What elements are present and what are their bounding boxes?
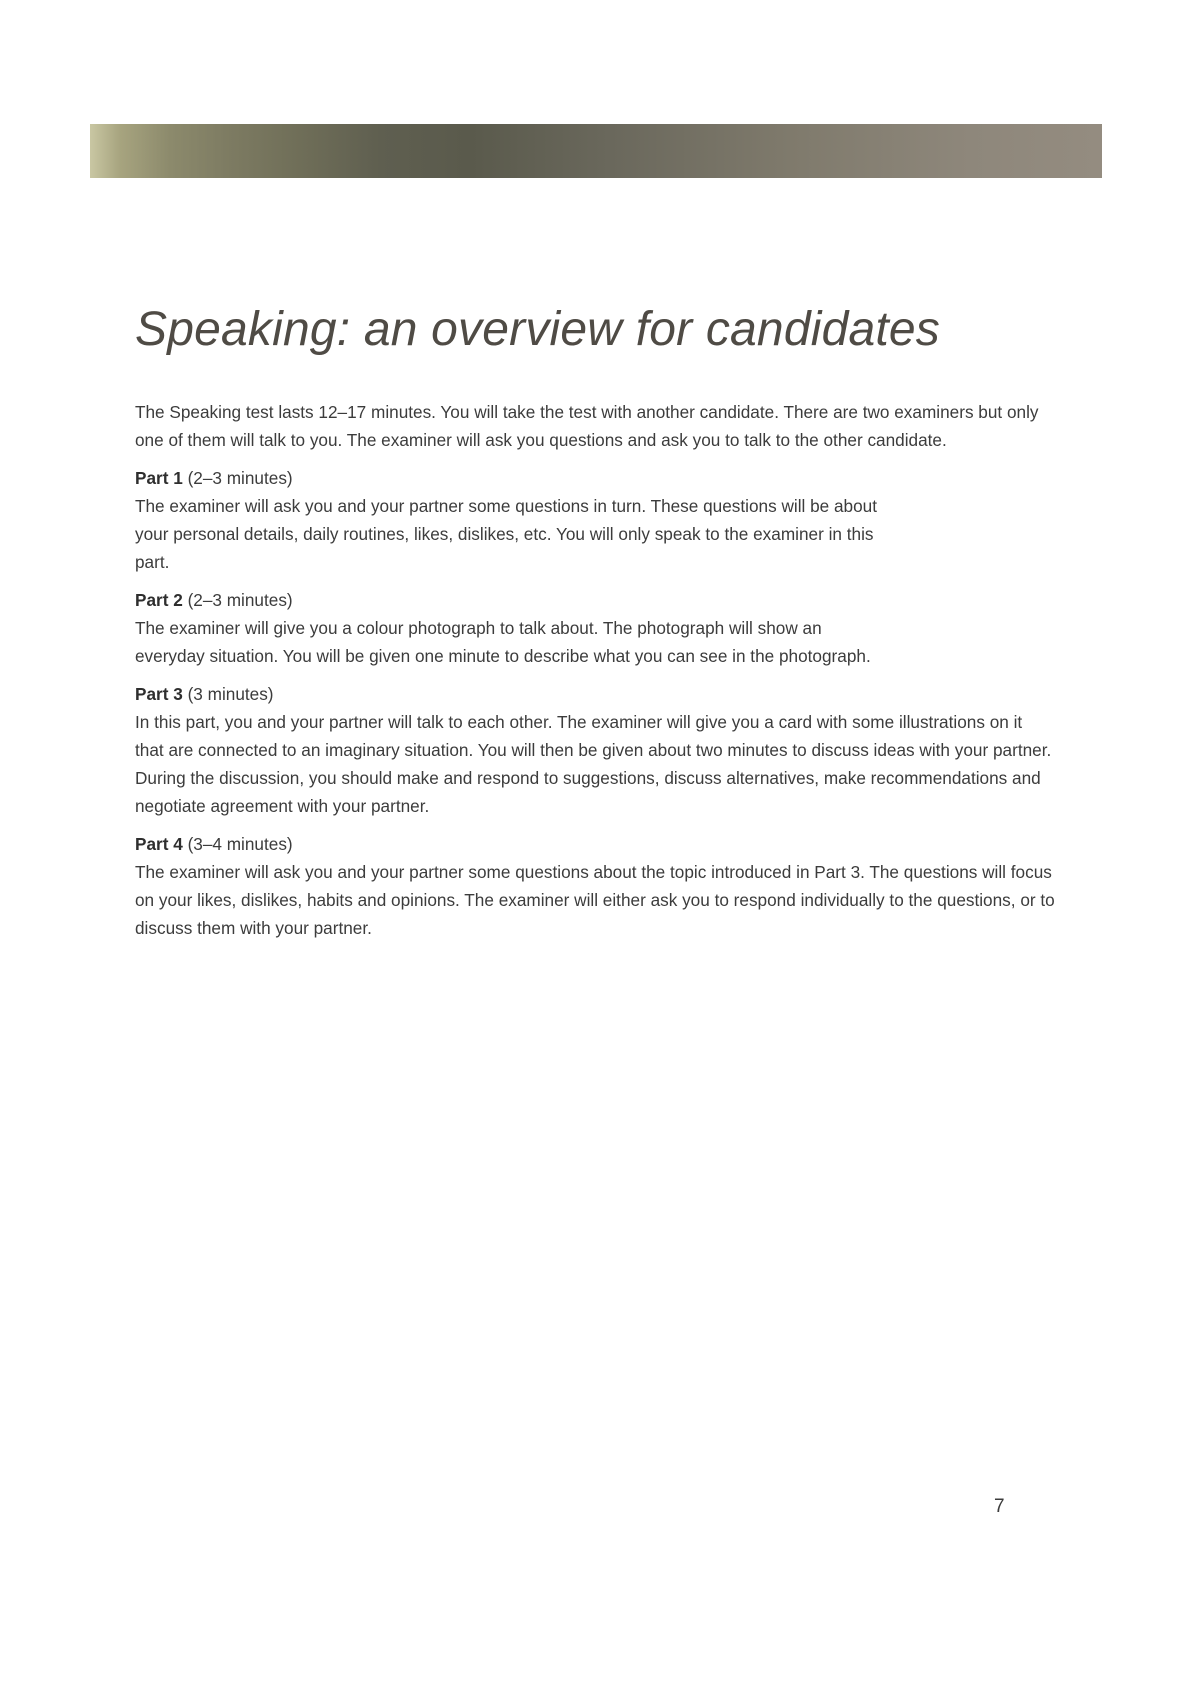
part-heading [135,830,1055,858]
part-text: In this part, you and your partner will talk to each other. The examiner will give you a card with some illustrations on it that are connected to an imaginary situation. You will then be given about two minutes to discuss ideas with your partner. During the discussion, you should make and respond to suggestions, discuss alternatives, make recommendations and negotiate agreement with your partner. [135,712,1052,816]
page-title: Speaking: an overview for candidates [135,303,941,356]
section-part-4 [135,830,1055,942]
part-duration: (3 minutes) [187,684,274,704]
page [90,124,1102,1562]
page-number: 7 [994,1496,1005,1517]
part-text: The examiner will ask you and your partner some questions in turn. These questions will be about your personal details, daily routines, likes, dislikes, etc. You will only speak to the examiner in this part. [135,496,878,572]
part-text: The examiner will ask you and your partner some questions about the topic introduced in Part 3. The questions will focus on your likes, dislikes, habits and opinions. The examiner will either ask you to respond individually to the questions, or to discuss them with your partner. [135,862,1055,938]
section-part-1 [135,464,1055,576]
part-label: Part 4 [135,834,183,854]
section-part-2 [135,586,1055,670]
header-band [90,124,1102,178]
part-heading [135,464,1055,492]
part-label: Part 3 [135,684,183,704]
part-duration: (3–4 minutes) [187,834,293,854]
part-label: Part 1 [135,468,183,488]
content [135,398,1055,952]
part-duration: (2–3 minutes) [187,468,293,488]
part-label: Part 2 [135,590,183,610]
intro-paragraph: The Speaking test lasts 12–17 minutes. You will take the test with another candidate. There are two examiners but only one of them will talk to you. The examiner will ask you questions and ask you to talk to the other candidate. [135,402,1039,450]
part-heading [135,586,1055,614]
part-heading [135,680,1055,708]
part-text: The examiner will give you a colour photograph to talk about. The photograph will show an everyday situation. You will be given one minute to describe what you can see in the photograph. [135,618,871,666]
section-part-3 [135,680,1055,820]
part-duration: (2–3 minutes) [187,590,293,610]
